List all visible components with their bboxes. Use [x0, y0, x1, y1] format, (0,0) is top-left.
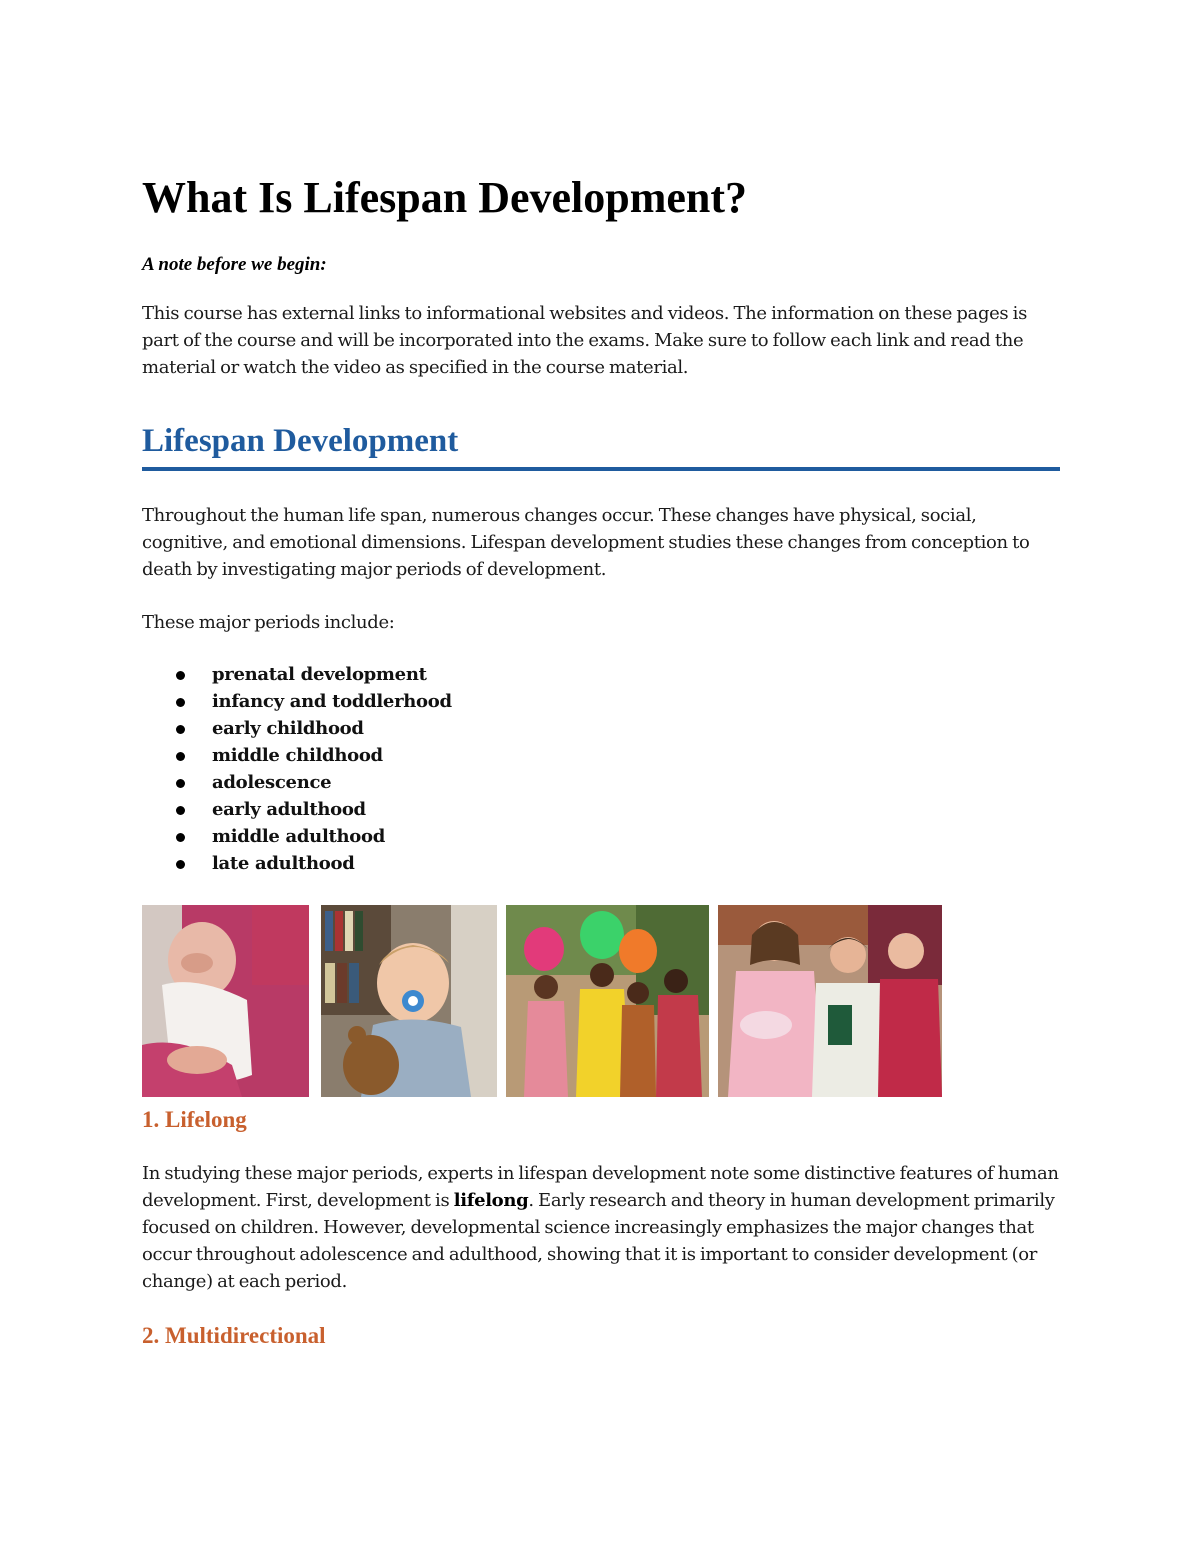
bullet-icon	[176, 671, 185, 680]
document-page	[142, 170, 1060, 1351]
bullet-icon	[176, 752, 185, 761]
bullet-icon	[176, 698, 185, 707]
heading-multidirectional: 2. Multidirectional	[142, 1323, 326, 1348]
three-generations-photo	[718, 905, 942, 1097]
list-item: early adulthood	[142, 796, 1060, 823]
heading-lifelong: 1. Lifelong	[142, 1107, 247, 1132]
bullet-icon	[176, 779, 185, 788]
list-item: prenatal development	[142, 661, 1060, 688]
bullet-icon	[176, 860, 185, 869]
list-item: adolescence	[142, 769, 1060, 796]
periods-intro: These major periods include:	[142, 612, 395, 633]
list-item: middle childhood	[142, 742, 1060, 769]
intro-paragraph: Throughout the human life span, numerous changes occur. These changes have physical, social, cognitive, and emotional dimensions. Lifespan development studies these changes from conception to death by investigating major periods of development.	[142, 505, 1030, 580]
photo-strip	[142, 905, 1060, 1097]
list-item: infancy and toddlerhood	[142, 688, 1060, 715]
periods-list	[142, 661, 1060, 877]
newborn-photo	[142, 905, 309, 1097]
lifelong-emphasis: lifelong	[453, 1190, 529, 1211]
bullet-icon	[176, 833, 185, 842]
page-title: What Is Lifespan Development?	[142, 173, 748, 222]
bullet-icon	[176, 725, 185, 734]
note-label: A note before we begin:	[142, 254, 327, 275]
list-item: late adulthood	[142, 850, 1060, 877]
children-photo	[506, 905, 709, 1097]
lifelong-paragraph: In studying these major periods, experts in lifespan development note some distinctive features of human development. First, development is lifelong. Early research and theory in human development primarily focused on children. However, developmental science increasingly emphasizes the major changes that occur throughout adolescence and adulthood, showing that it is important to consider development (or change) at each period.	[142, 1163, 1059, 1292]
toddler-photo	[321, 905, 497, 1097]
note-paragraph: This course has external links to informational websites and videos. The information on these pages is part of the course and will be incorporated into the exams. Make sure to follow each link and read the material or watch the video as specified in the course material.	[142, 303, 1027, 378]
bullet-icon	[176, 806, 185, 815]
list-item: early childhood	[142, 715, 1060, 742]
section-heading-lifespan-development: Lifespan Development	[142, 421, 1060, 471]
list-item: middle adulthood	[142, 823, 1060, 850]
